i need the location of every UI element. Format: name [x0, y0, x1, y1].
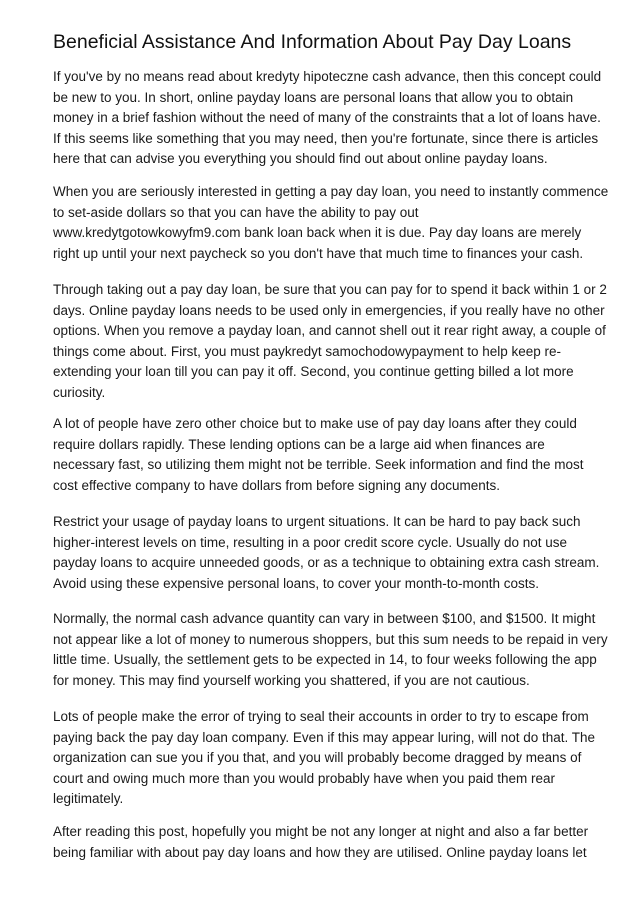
text-line: for money. This may find yourself working you shattered, if you are not cautious.	[53, 672, 530, 688]
text-line: Restrict your usage of payday loans to urgent situations. It can be hard to pay back such	[53, 514, 581, 529]
text-line: When you are seriously interested in getting a pay day loan, you need to instantly commence	[53, 184, 609, 199]
text-line: Normally, the normal cash advance quantity can vary in between $100, and $1500. It might	[53, 611, 596, 626]
text-line: legitimately.	[53, 791, 124, 806]
text-line: www.kredytgotowkowyfm9.com bank loan back when it is due. Pay day loans are merely	[53, 225, 582, 240]
text-line: options. When you remove a payday loan, and cannot shell out it rear right away, a couple of	[53, 323, 606, 338]
text-line: cost effective company to have dollars from before signing any documents.	[53, 477, 500, 493]
paragraph-8	[53, 822, 593, 863]
text-line: necessary fast, so utilizing them might not be terrible. Seek information and find the most	[53, 457, 584, 472]
text-line: court and owing much more than you would probably have when you paid them rear	[53, 770, 556, 786]
text-line: curiosity.	[53, 384, 106, 400]
text-line: After reading this post, hopefully you might be not any longer at night and also a far better	[53, 824, 589, 839]
text-line: payday loans to acquire unneeded goods, or as a technique to obtaining extra cash stream.	[53, 555, 600, 570]
text-line: Lots of people make the error of trying to seal their accounts in order to try to escape from	[53, 709, 589, 724]
text-line: being familiar with about pay day loans and how they are utilised. Online payday loans let	[53, 844, 587, 860]
text-line: little time. Usually, the settlement gets to be expected in 14, to four weeks following the app	[53, 652, 597, 667]
text-line: extending your loan till you can pay it off. Second, you continue getting billed a lot more	[53, 364, 574, 379]
text-line: days. Online payday loans needs to be used only in emergencies, if you really have no other	[53, 302, 605, 318]
text-line: Through taking out a pay day loan, be sure that you can pay for to spend it back within 1 or 2	[53, 282, 607, 297]
text-line: If you've by no means read about kredyty hipoteczne cash advance, then this concept could	[53, 69, 602, 84]
paragraph-2	[53, 182, 609, 264]
text-line: organization can sue you if you that, and you will probably become dragged by means of	[53, 750, 582, 765]
text-line: not appear like a lot of money to numerous shoppers, but this sum needs to be repaid in very	[53, 631, 608, 647]
text-line: to set-aside dollars so that you can have the ability to pay out	[53, 204, 419, 220]
document-title: Beneficial Assistance And Information About Pay Day Loans	[53, 31, 572, 53]
paragraph-5	[53, 512, 600, 594]
text-line: here that can advise you everything you should find out about online payday loans.	[53, 151, 548, 166]
text-line: require dollars rapidly. These lending options can be a large aid when finances are	[53, 436, 545, 452]
text-line: A lot of people have zero other choice but to make use of pay day loans after they could	[53, 416, 577, 431]
text-line: right up until your next paycheck so you don't have that much time to finances your cash.	[53, 245, 584, 261]
paragraph-7	[53, 707, 596, 810]
paragraph-3	[53, 280, 607, 403]
paragraph-4	[53, 414, 593, 496]
text-line: things come about. First, you must paykredyt samochodowypayment to help keep re-	[53, 343, 561, 359]
paragraph-1	[53, 67, 602, 170]
text-line: Avoid using these expensive personal loans, to cover your month-to-month costs.	[53, 575, 540, 591]
text-line: higher-interest levels on time, resulting in a poor credit score cycle. Usually do not use	[53, 534, 567, 550]
text-line: If this seems like something that you may need, then you're fortunate, since there is articles	[53, 130, 599, 146]
text-line: money in a brief fashion without the need of many of the constraints that a lot of loans have.	[53, 110, 601, 125]
text-line: be new to you. In short, online payday loans are personal loans that allow you to obtain	[53, 89, 574, 105]
paragraph-6	[53, 609, 608, 691]
text-line: paying back the pay day loan company. Even if this may appear luring, will not do that. The	[53, 729, 596, 745]
